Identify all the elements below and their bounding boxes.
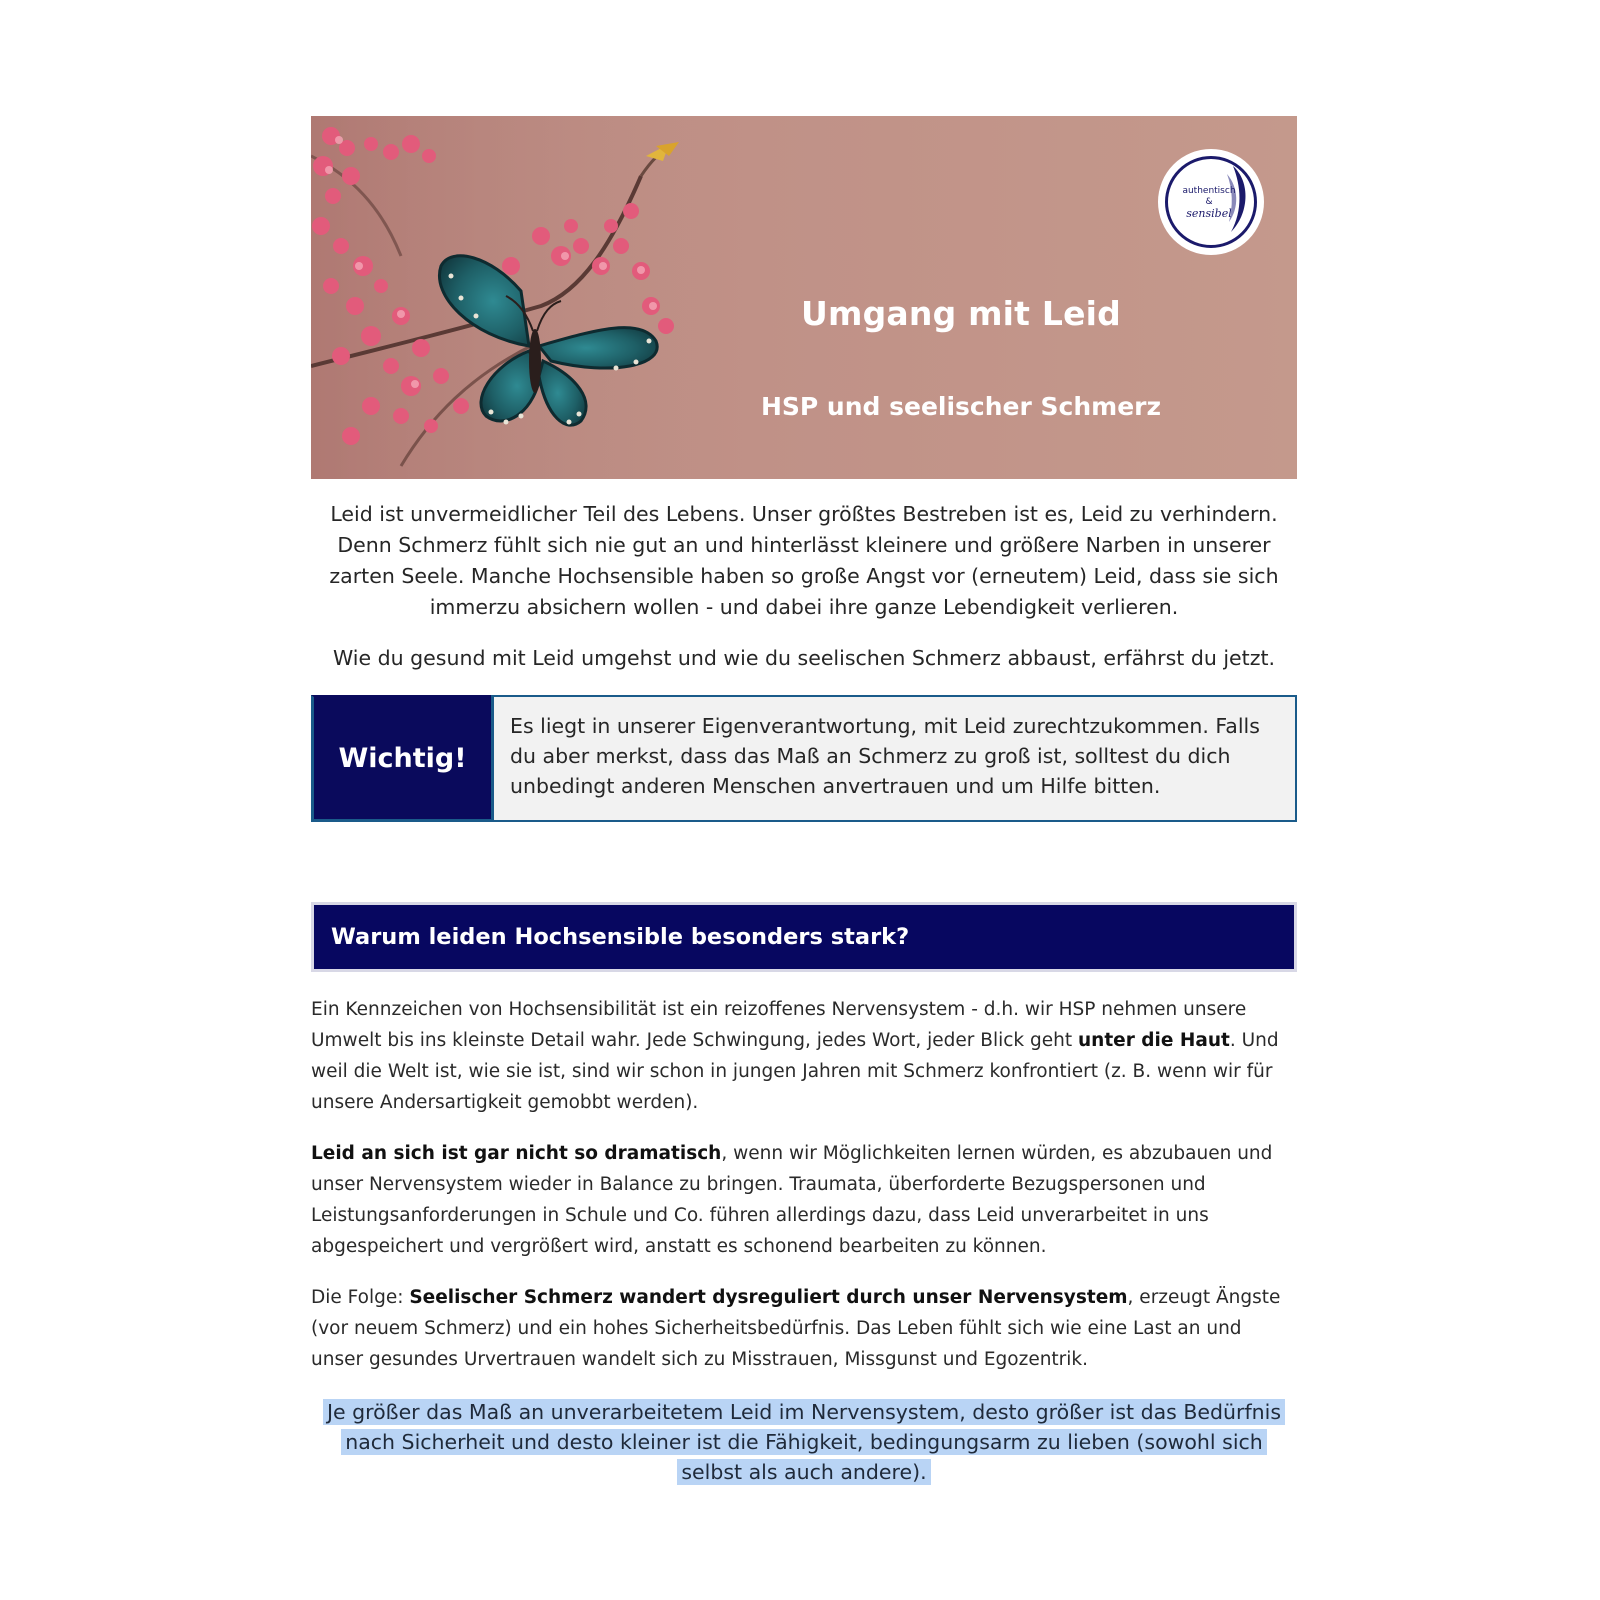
section-heading: Warum leiden Hochsensible besonders stark? (311, 902, 1297, 972)
intro-lead-paragraph: Wie du gesund mit Leid umgehst und wie du seelischen Schmerz abbaust, erfährst du jetzt. (332, 646, 1276, 670)
banner-subtitle: HSP und seelischer Schmerz (760, 392, 1162, 421)
logo-text-bottom: sensibel (1186, 207, 1232, 220)
callout-text: Es liegt in unserer Eigenverantwortung, mit Leid zurechtzukommen. Falls du aber merkst, dass das Maß an Schmerz zu groß ist, solltest du dich unbedingt anderen Menschen anvertrauen und um Hilfe bitten. (491, 695, 1297, 822)
header-banner (311, 116, 1297, 479)
callout-label: Wichtig! (311, 695, 491, 822)
important-callout (311, 695, 1297, 822)
body-paragraph-1: Ein Kennzeichen von Hochsensibilität ist ein reizoffenes Nervensystem - d.h. wir HSP nehmen unsere Umwelt bis ins kleinste Detail wahr. Jede Schwingung, jedes Wort, jeder Blick geht unter die Haut. Und weil die Welt ist, wie sie ist, sind wir schon in jungen Jahren mit Schmerz konfrontiert (z. B. wenn wir für unsere Andersartigkeit gemobbt werden). (311, 999, 1279, 1113)
brand-logo (1161, 152, 1261, 252)
bold-phrase: unter die Haut (1077, 1030, 1230, 1051)
document-page (311, 116, 1297, 1487)
logo-text-mid: & (1205, 197, 1213, 207)
intro-paragraph: Leid ist unvermeidlicher Teil des Lebens. Unser größtes Bestreben ist es, Leid zu verhindern. Denn Schmerz fühlt sich nie gut an und hinterlässt kleinere und größere Narben in unserer zarten Seele. Manche Hochsensible haben so große Angst vor (erneutem) Leid, dass sie sich immerzu absichern wollen - und dabei ihre ganze Lebendigkeit verlieren. (329, 502, 1279, 619)
section-body (311, 994, 1297, 1375)
intro-section (311, 499, 1297, 674)
body-paragraph-2: Leid an sich ist gar nicht so dramatisch, wenn wir Möglichkeiten lernen würden, es abzubauen und unser Nervensystem wieder in Balance zu bringen. Traumata, überforderte Bezugspersonen und Leistungsanforderungen in Schule und Co. führen allerdings dazu, dass Leid unverarbeitet in uns abgespeichert und vergrößert wird, anstatt es schonend bearbeiten zu können. (311, 1143, 1273, 1257)
body-paragraph-3: Die Folge: Seelischer Schmerz wandert dysreguliert durch unser Nervensystem, erzeugt Ängste (vor neuem Schmerz) und ein hohes Sicherheitsbedürfnis. Das Leben fühlt sich wie eine Last an und unser gesundes Urvertrauen wandelt sich zu Misstrauen, Missgunst und Egozentrik. (311, 1287, 1281, 1370)
bold-phrase: Seelischer Schmerz wandert dysreguliert durch unser Nervensystem (409, 1287, 1128, 1308)
bold-phrase: Leid an sich ist gar nicht so dramatisch (311, 1143, 722, 1164)
banner-title: Umgang mit Leid (801, 294, 1121, 333)
logo-text-top: authentisch (1182, 186, 1236, 196)
selected-text[interactable]: Je größer das Maß an unverarbeitetem Leid im Nervensystem, desto größer ist das Bedürfnis nach Sicherheit und desto kleiner ist die Fähigkeit, bedingungsarm zu lieben (sowohl sich selbst als auch andere). (323, 1399, 1285, 1485)
highlighted-quote[interactable] (311, 1397, 1297, 1487)
